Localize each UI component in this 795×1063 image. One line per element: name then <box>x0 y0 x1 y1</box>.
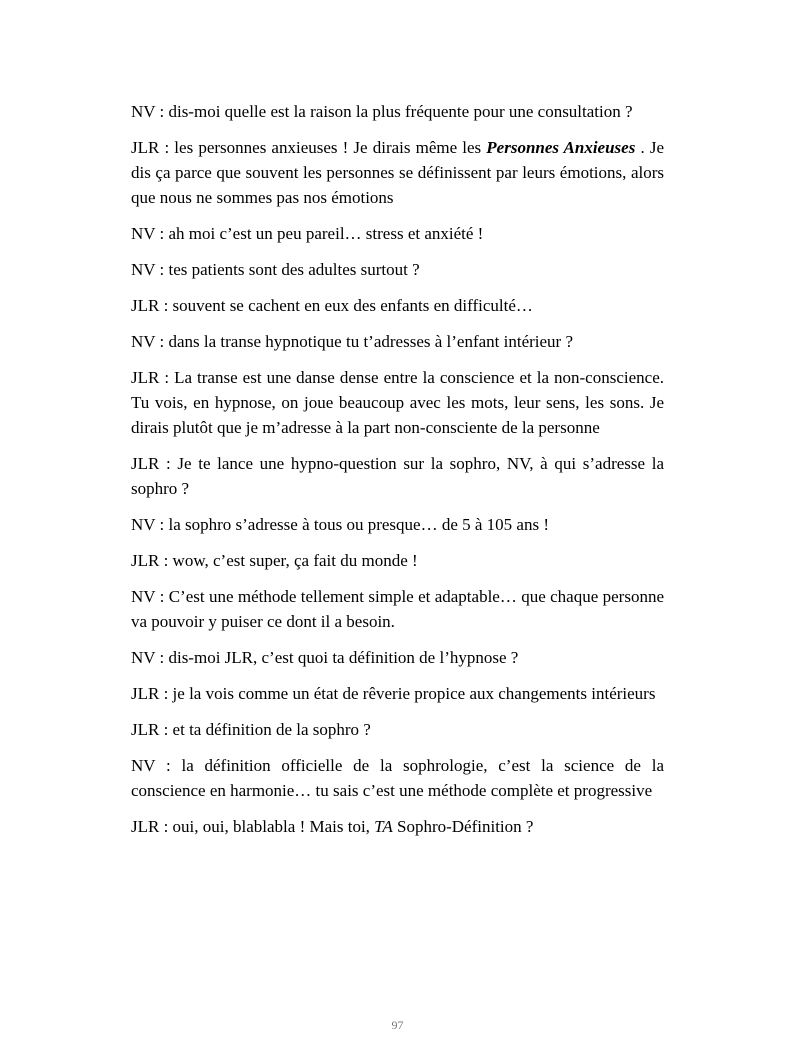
dialogue-paragraph: NV : dans la transe hypnotique tu t’adresses à l’enfant intérieur ? <box>131 332 574 351</box>
dialogue-paragraph: JLR : je la vois comme un état de rêverie propice aux changements intérieurs <box>131 684 656 703</box>
paragraph-text: JLR : les personnes anxieuses ! Je dirais même les <box>131 138 487 157</box>
dialogue-paragraph <box>131 814 664 839</box>
emphasized-text: TA <box>374 817 393 836</box>
dialogue-paragraph: JLR : Je te lance une hypno-question sur la sophro, NV, à qui s’adresse la sophro ? <box>131 454 664 498</box>
paragraph-text: JLR : oui, oui, blablabla ! Mais toi, <box>131 817 375 836</box>
dialogue-paragraph: NV : la sophro s’adresse à tous ou presque… de 5 à 105 ans ! <box>131 515 549 534</box>
dialogue-paragraph: NV : dis-moi JLR, c’est quoi ta définition de l’hypnose ? <box>131 648 519 667</box>
dialogue-body <box>131 99 664 850</box>
paragraph-text: Sophro-Définition ? <box>392 817 534 836</box>
dialogue-paragraph <box>131 135 664 210</box>
dialogue-paragraph: NV : ah moi c’est un peu pareil… stress et anxiété ! <box>131 224 484 243</box>
emphasized-text: Personnes Anxieuses <box>486 138 636 157</box>
dialogue-paragraph: JLR : et ta définition de la sophro ? <box>131 720 371 739</box>
dialogue-paragraph: NV : dis-moi quelle est la raison la plus fréquente pour une consultation ? <box>131 102 633 121</box>
dialogue-paragraph: NV : C’est une méthode tellement simple et adaptable… que chaque personne va pouvoir y puiser ce dont il a besoin. <box>131 587 664 631</box>
paragraph-text: . Je dis ça parce que souvent les personnes se définissent par leurs émotions, alors que nous ne sommes pas nos émotions <box>131 138 664 207</box>
dialogue-paragraph: NV : la définition officielle de la sophrologie, c’est la science de la conscience en harmonie… tu sais c’est une méthode complète et progressive <box>131 756 664 800</box>
page-number: 97 <box>391 1018 404 1032</box>
dialogue-paragraph: NV : tes patients sont des adultes surtout ? <box>131 260 420 279</box>
dialogue-paragraph: JLR : souvent se cachent en eux des enfants en difficulté… <box>131 296 533 315</box>
dialogue-paragraph: JLR : La transe est une danse dense entre la conscience et la non-conscience. Tu vois, en hypnose, on joue beaucoup avec les mots, leur sens, les sons. Je dirais plutôt que je m’adresse à la part non-consciente de la personne <box>131 368 664 437</box>
dialogue-paragraph: JLR : wow, c’est super, ça fait du monde ! <box>131 551 418 570</box>
